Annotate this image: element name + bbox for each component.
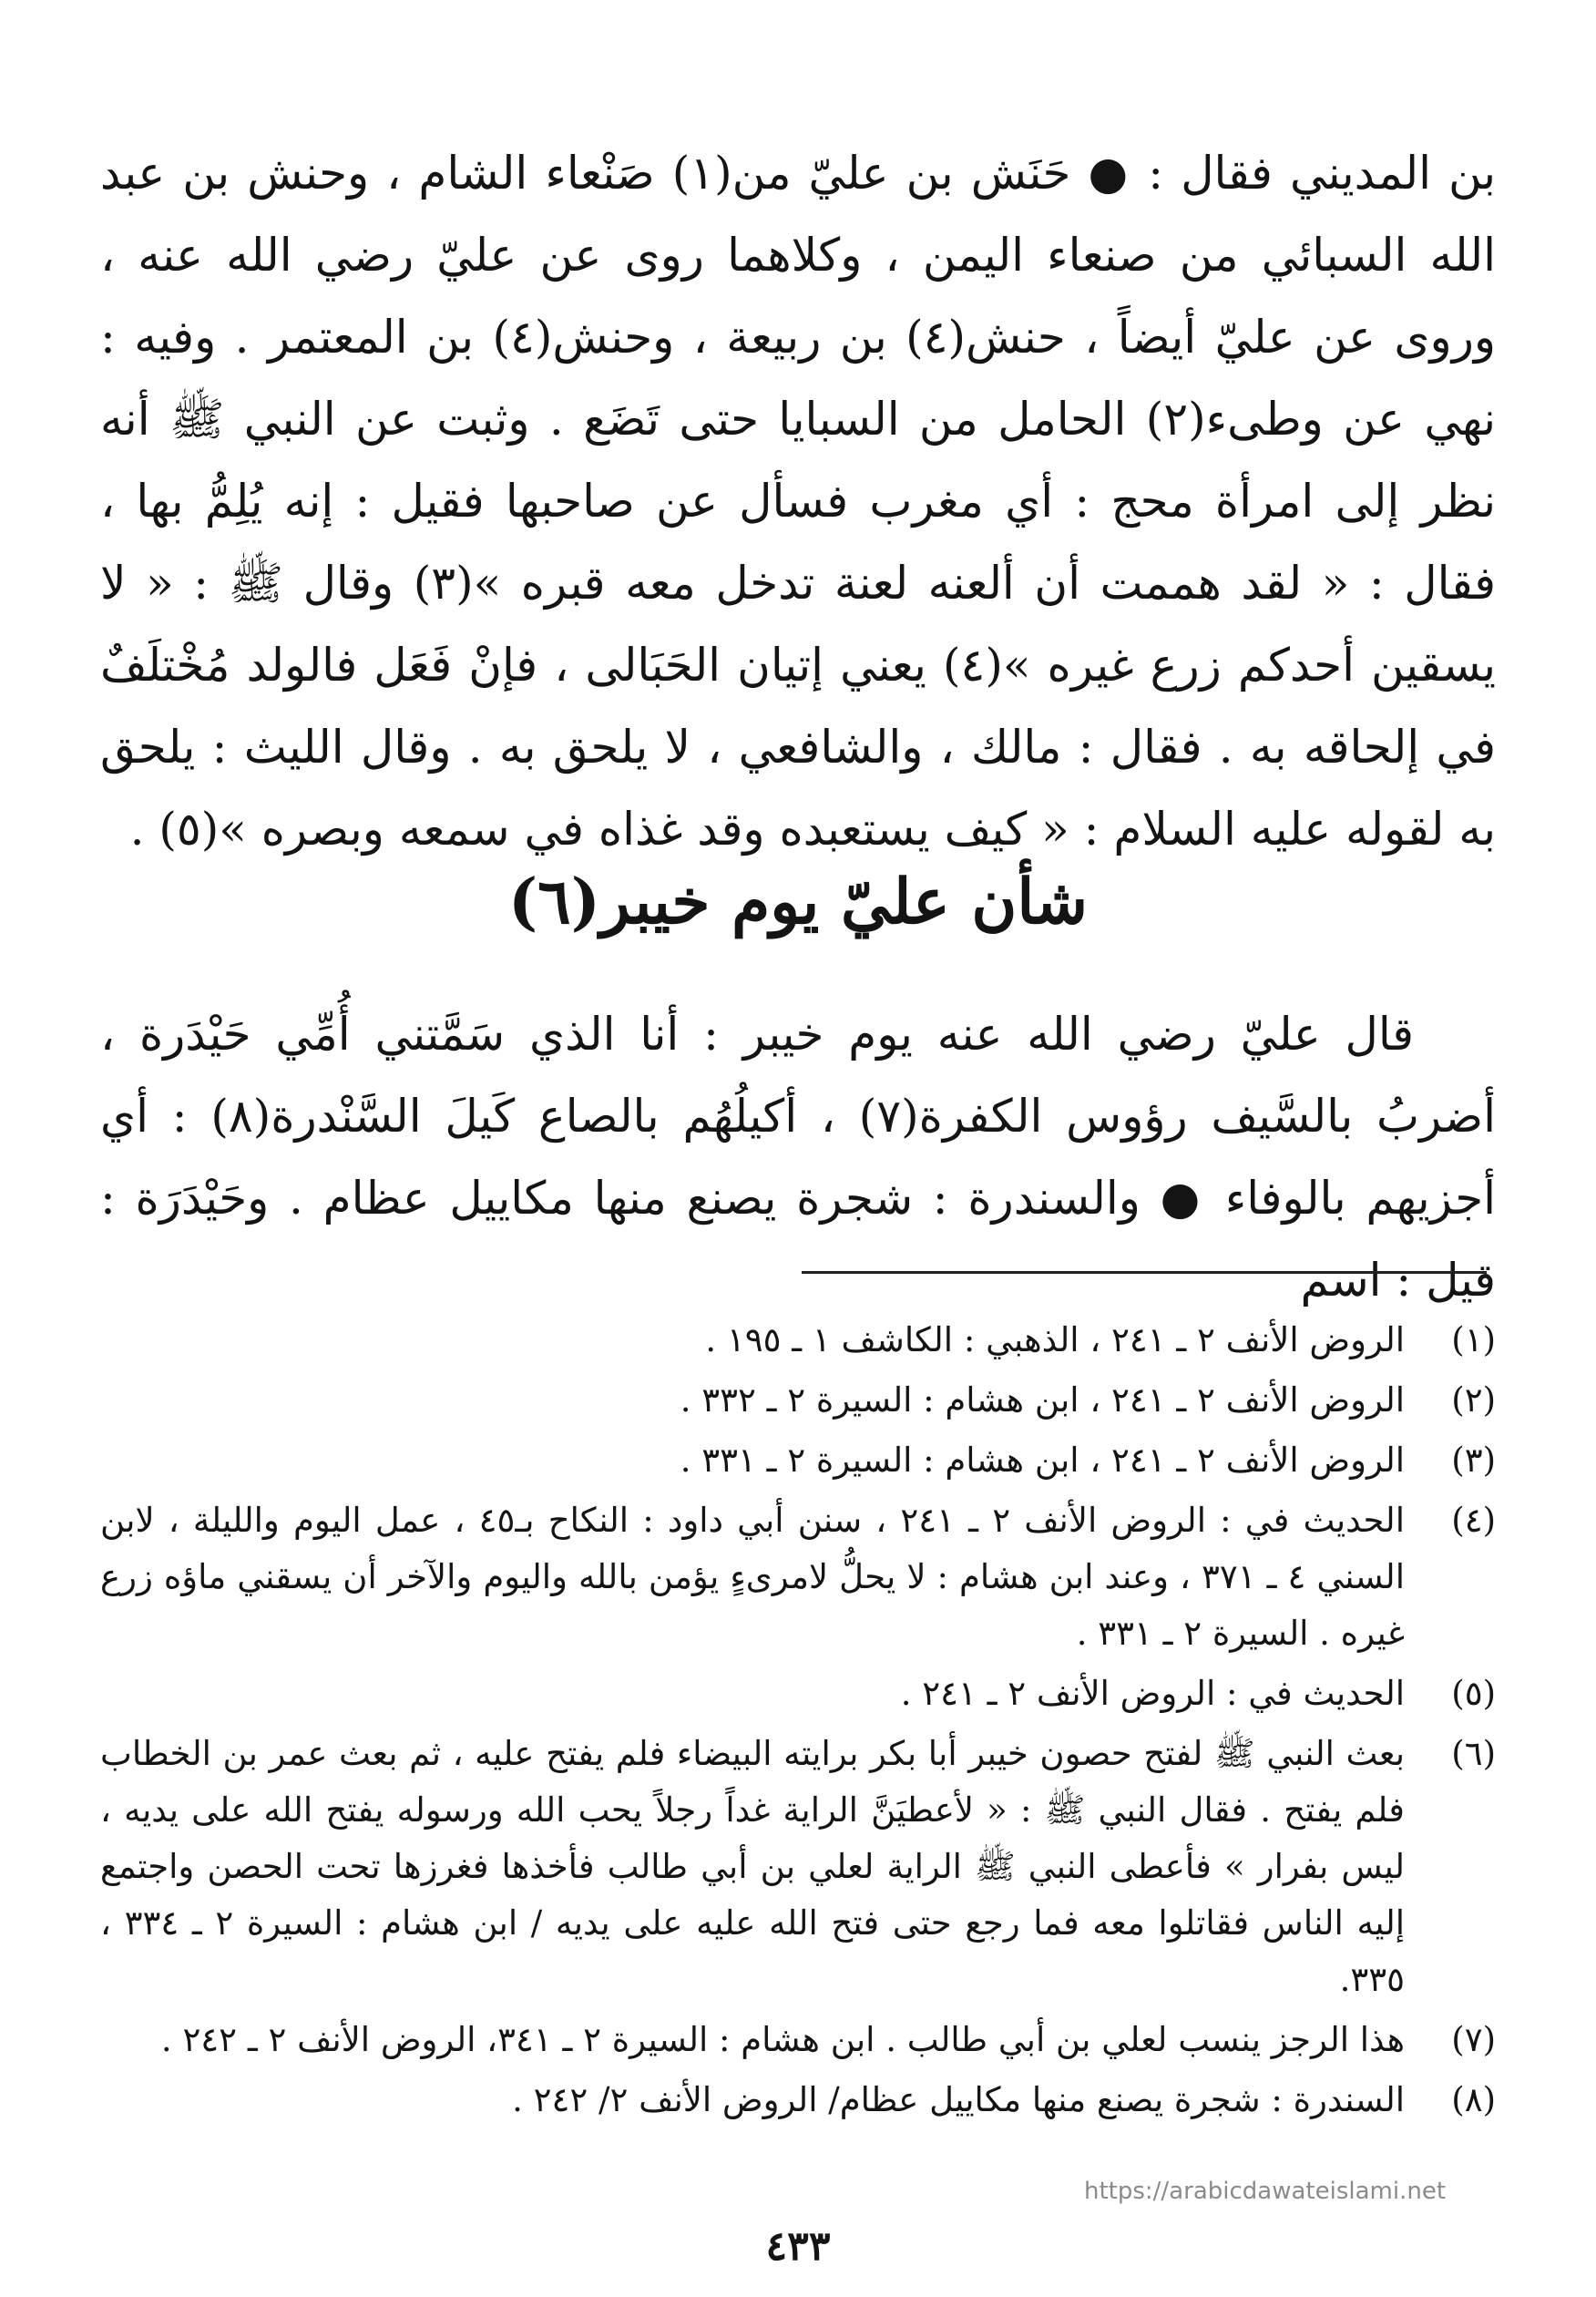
- footnote: [100, 1372, 1496, 1429]
- footnote-number: (٨): [1451, 2080, 1496, 2119]
- footnote: [100, 1492, 1496, 1662]
- footnote-number: (٧): [1451, 2020, 1496, 2059]
- footnote-text: الحديث في : الروض الأنف ٢ ـ ٢٤١ ، سنن أبي داود : النكاح بـ٤٥ ، عمل اليوم والليلة ، لابن السني ٤ ـ ٣٧١ ، وعند ابن هشام : لا يحلُّ لامرىءٍ يؤمن بالله واليوم والآخر أن يسقني ماؤه زرع غيره . السيرة ٢ ـ ٣٣١ .: [100, 1501, 1405, 1653]
- section-heading: شأن عليّ يوم خيبر(٦): [507, 866, 1089, 938]
- footnote: [100, 2012, 1496, 2068]
- main-text-block: [100, 132, 1496, 870]
- footnote-text: الروض الأنف ٢ ـ ٢٤١ ، ابن هشام : السيرة ٢ ـ ٣٣١ .: [680, 1441, 1405, 1480]
- main-paragraph: بن المديني فقال : ● حَنَش بن عليّ من(١) صَنْعاء الشام ، وحنش بن عبد الله السبائي من صنعاء اليمن ، وكلاهما روى عن عليّ رضي الله عنه ، وروى عن عليّ أيضاً ، حنش(٤) بن ربيعة ، وحنش(٤) بن المعتمر . وفيه : نهي عن وطىء(٢) الحامل من السبايا حتى تَضَع . وثبت عن النبي ﷺ أنه نظر إلى امرأة محج : أي مغرب فسأل عن صاحبها فقيل : إنه يُلِمُّ بها ، فقال : « لقد هممت أن ألعنه لعنة تدخل معه قبره »(٣) وقال ﷺ : « لا يسقين أحدكم زرع غيره »(٤) يعني إتيان الحَبَالى ، فإنْ فَعَل فالولد مُخْتلَفٌ في إلحاقه به . فقال : مالك ، والشافعي ، لا يلحق به . وقال الليث : يلحق به لقوله عليه السلام : « كيف يستعبده وقد غذاه في سمعه وبصره »(٥) .: [100, 147, 1497, 856]
- footnote: [100, 2072, 1496, 2128]
- section-paragraph: قال عليّ رضي الله عنه يوم خيبر : أنا الذي سَمَّتني أُمِّي حَيْدَرة ، أضربُ بالسَّيف رؤوس الكفرة(٧) ، أكيلُهُم بالصاع كَيلَ السَّنْدرة(٨) : أي أجزيهم بالوفاء ● والسندرة : شجرة يصنع منها مكاييل عظام . وحَيْدَرَة : قيل : اسم: [100, 1008, 1496, 1307]
- watermark-url: https://arabicdawateislami.net: [1084, 2178, 1447, 2205]
- footnote-text: هذا الرجز ينسب لعلي بن أبي طالب . ابن هشام : السيرة ٢ ـ ٣٤١، الروض الأنف ٢ ـ ٢٤٢ .: [160, 2020, 1405, 2059]
- footnote-text: بعث النبي ﷺ لفتح حصون خيبر أبا بكر برايته البيضاء فلم يفتح عليه ، ثم بعث عمر بن الخطاب فلم يفتح . فقال النبي ﷺ : « لأعطيَنَّ الراية غداً رجلاً يحب الله ورسوله يفتح الله على يديه ، ليس بفرار » فأعطى النبي ﷺ الراية لعلي بن أبي طالب فأخذها فغرزها تحت الحصن واجتمع إليه الناس فقاتلوا معه فما رجع حتى فتح الله عليه على يديه / ابن هشام : السيرة ٢ ـ ٣٣٤ ، ٣٣٥.: [100, 1734, 1406, 1999]
- footnotes: [100, 1312, 1496, 2132]
- footnote-number: (٦): [1451, 1734, 1496, 1773]
- footnote-number: (٤): [1451, 1501, 1496, 1540]
- footnote-number: (١): [1451, 1320, 1496, 1359]
- footnote-text: الحديث في : الروض الأنف ٢ ـ ٢٤١ .: [900, 1674, 1405, 1713]
- footnote-text: السندرة : شجرة يصنع منها مكاييل عظام/ الروض الأنف ٢/ ٢٤٢ .: [512, 2080, 1405, 2119]
- footnote-text: الروض الأنف ٢ ـ ٢٤١ ، الذهبي : الكاشف ١ ـ ١٩٥ .: [705, 1320, 1405, 1359]
- footnote-number: (٣): [1451, 1441, 1496, 1480]
- footnote-number: (٢): [1451, 1380, 1496, 1420]
- footnote-text: الروض الأنف ٢ ـ ٢٤١ ، ابن هشام : السيرة ٢ ـ ٣٣٢ .: [680, 1380, 1405, 1420]
- footnote: [100, 1312, 1496, 1369]
- footnote: [100, 1726, 1496, 2008]
- footnote-divider: [802, 1271, 1487, 1274]
- footnote: [100, 1432, 1496, 1489]
- footnote-number: (٥): [1451, 1674, 1496, 1713]
- footnote: [100, 1666, 1496, 1722]
- page-number: ٤٣٣: [765, 2223, 831, 2270]
